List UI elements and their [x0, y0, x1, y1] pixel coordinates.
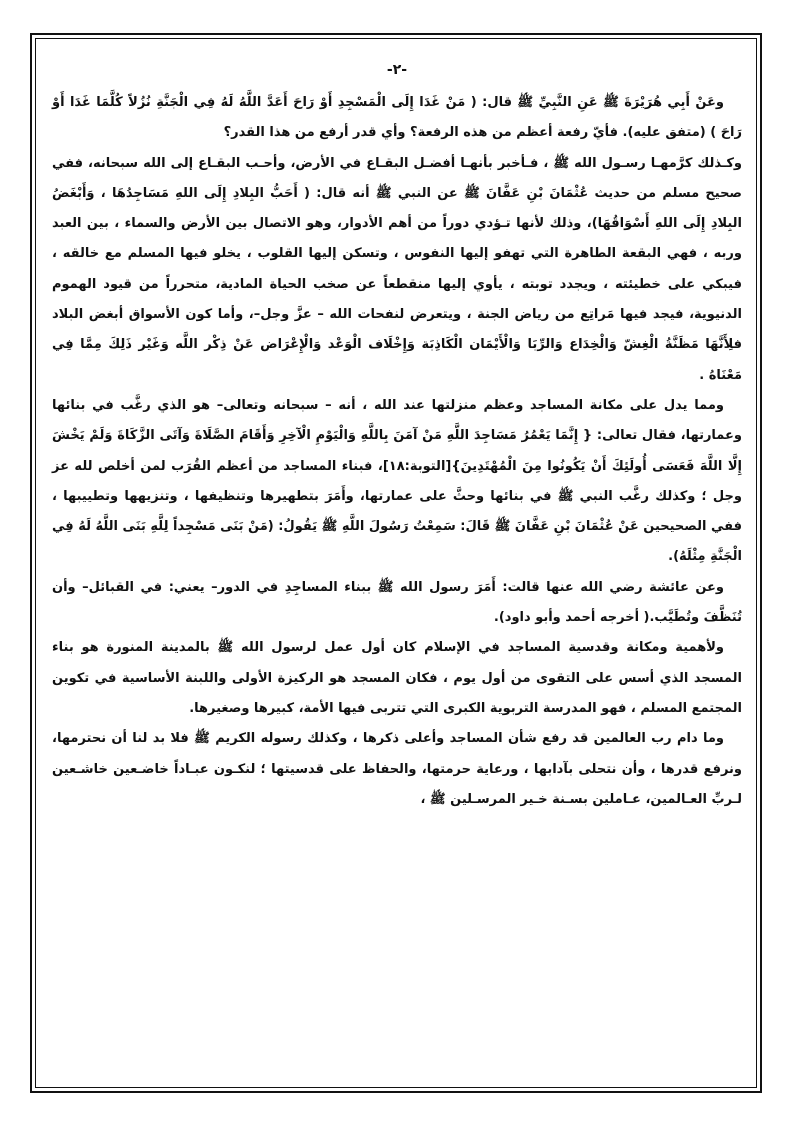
page-body	[52, 88, 742, 1088]
paragraph-hadith-mosque-visit: وعَنْ أَبِي هُرَيْرَةَ ﷺ عَنِ النَّبِيِّ ﷺ قال: ( مَنْ غَدَا إِلَى الْمَسْجِدِ أَوْ رَاحَ أَعَدَّ اللَّهُ لَهُ فِي الْجَنَّةِ نُزُلاً كُلَّمَا غَدَا أَوْ رَاحَ ) (متفق عليه). فأيّ رفعة أعظم من هذه الرفعة؟ وأي قدر أرفع من هذا القدر؟	[52, 95, 742, 141]
paragraph-building-mosques: ومما يدل على مكانة المساجد وعظم منزلتها عند الله ، أنه – سبحانه وتعالى– هو الذي رغَّب في بنائها وعمارتها، فقال تعالى: { إِنَّمَا يَعْمُرُ مَسَاجِدَ اللَّهِ مَنْ آمَنَ بِاللَّهِ وَالْيَوْمِ الْآخِرِ وَأَقَامَ الصَّلَاةَ وَآتَى الزَّكَاةَ وَلَمْ يَخْشَ إِلَّا اللَّهَ فَعَسَى أُولَئِكَ أَنْ يَكُونُوا مِنَ الْمُهْتَدِينَ}[التوبة:١٨]، فبناء المساجد من أعظم القُرَب لمن أخلص لله عز وجل ؛ وكذلك رغَّب النبي ﷺ في بنائها وحثَّ على عمارتها، وأَمَرَ بتطهيرها وتنظيفها ، وتنزيهها وتطييبها ، ففي الصحيحين عَنْ عُثْمَانَ بْنِ عَفَّانَ ﷺ قَالَ: سَمِعْتُ رَسُولَ اللَّهِ ﷺ يَقُولُ: (مَنْ بَنَى مَسْجِداً لِلَّهِ بَنَى اللَّهُ لَهُ فِي الْجَنَّةِ مِثْلَهُ).	[52, 397, 742, 565]
page-number: -٢-	[386, 62, 408, 78]
paragraph-best-places: وكـذلك كرَّمهـا رسـول الله ﷺ ، فـأخبر بأنهـا أفضـل البقـاع في الأرض، وأحـب البقـاع إلى الله سبحانه، ففي صحيح مسلم من حديث عُثْمَانَ بْنِ عَفَّانَ ﷺ عن النبي ﷺ أنه قال: ( أَحَبُّ البِلادِ إِلَى اللهِ مَسَاجِدُهَا ، وَأَبْغَضُ البِلادِ إِلَى اللهِ أَسْوَاقُهَا)، وذلك لأنها تـؤدي دوراً من أهم الأدوار، وهو الاتصال بين الأرض والسماء ، بين العبد وربه ، فهي البقعة الطاهرة التي تهفو إليها النفوس ، وتسكن إليها القلوب ، يخلو فيها المسلم مع خالقه ، فيبكي على خطيئته ، ويجدد توبته ، يأوي إليها منقطعاً عن صخب الحياة المادية، متحرراً من قيود الهموم الدنيوية، فيجد فيها مَراتِع من رياض الجنة ، ويتعرض لنفحات الله – عزَّ وجل–، وأما كون الأسواق أبغض البلاد فلِأَنَّهَا مَظَنَّةُ الْغِشّ وَالْخِدَاع وَالرِّبَا وَالْأَيْمَان الْكَاذِبَة وَإِخْلَاف الْوَعْد وَالْإِعْرَاض عَنْ ذِكْر اللَّه وَغَيْر ذَلِكَ مِمَّا فِي مَعْنَاهُ .	[52, 155, 742, 383]
paragraph-respect-mosques: وما دام رب العالمين قد رفع شأن المساجد وأعلى ذكرها ، وكذلك رسوله الكريم ﷺ فلا بد لنا أن نحترمها، ونرفع قدرها ، وأن نتحلى بآدابها ، ورعاية حرمتها، والحفاظ على قدسيتها ؛ لنكـون عبـاداً خاضـعين خاشـعين لـربِّ العـالمين، عـاملين بسـنة خـير المرسـلين ﷺ ،	[52, 731, 742, 807]
paragraph-first-mosque: ولأهمية ومكانة وقدسية المساجد في الإسلام كان أول عمل لرسول الله ﷺ بالمدينة المنورة هو بناء المسجد الذي أسس على التقوى من أول يوم ، فكان المسجد هو الركيزة الأولى واللبنة الأساسية في تكوين المجتمع المسلم ، فهو المدرسة التربوية الكبرى التي تتربى فيها الأمة، كبيرها وصغيرها.	[52, 640, 742, 716]
paragraph-aisha-hadith: وعن عائشة رضي الله عنها قالت: أَمَرَ رسول الله ﷺ ببناء المساجِدِ في الدور– يعني: في القبائل– وأن تُنَظَّفَ وتُطَيَّب.( أخرجه أحمد وأبو داود).	[52, 579, 742, 626]
